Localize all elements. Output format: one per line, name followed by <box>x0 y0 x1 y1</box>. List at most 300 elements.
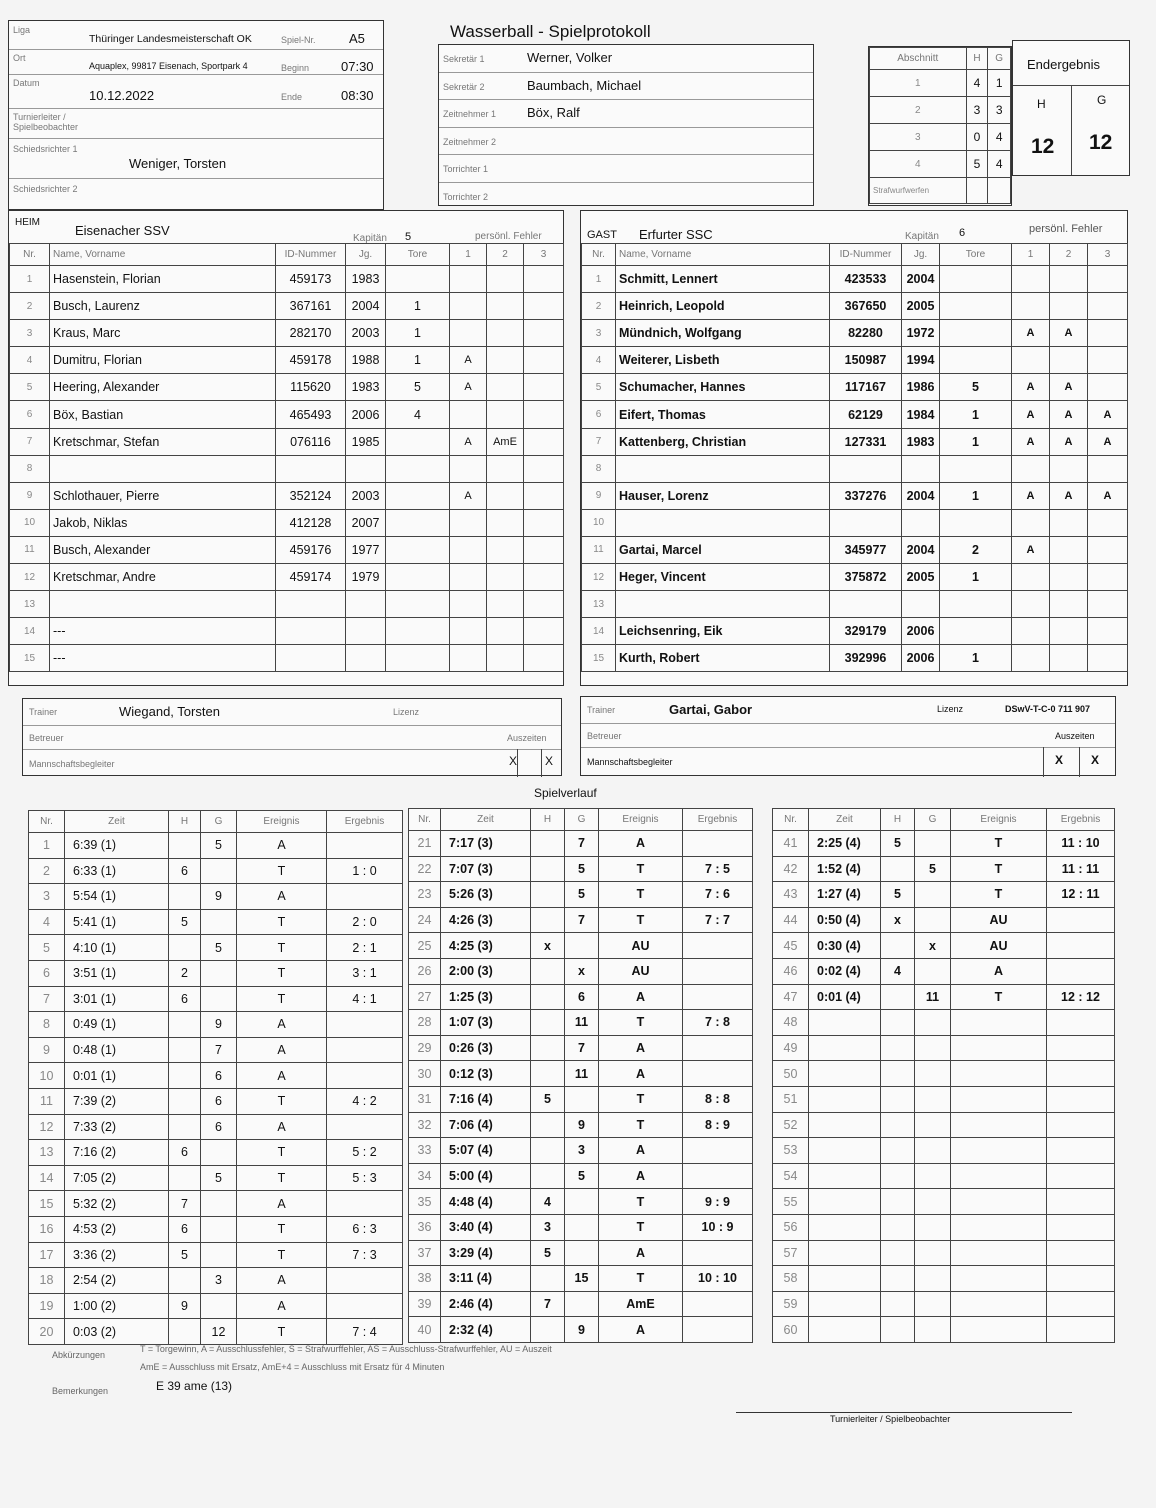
event-row <box>409 1035 753 1061</box>
event-time: 3:29 (4) <box>441 1240 531 1266</box>
event-time <box>809 1138 881 1164</box>
event-type: A <box>237 833 327 859</box>
event-score <box>683 933 753 959</box>
player-goals <box>386 564 450 591</box>
player-foul-3: A <box>1088 428 1128 455</box>
player-foul-3 <box>1088 455 1128 482</box>
event-time: 2:54 (2) <box>65 1268 169 1294</box>
player-foul-3 <box>1088 320 1128 347</box>
event-type: A <box>599 1035 683 1061</box>
home-player-row <box>10 455 564 482</box>
event-row <box>409 1240 753 1266</box>
home-player-row <box>10 374 564 401</box>
event-home-player <box>169 935 201 961</box>
event-guest-player: 5 <box>201 833 237 859</box>
guest-team-name: Erfurter SSC <box>639 227 713 242</box>
event-number: 43 <box>773 882 809 908</box>
event-row <box>29 1191 403 1217</box>
event-time: 4:10 (1) <box>65 935 169 961</box>
event-row <box>29 1319 403 1345</box>
event-home-player: 5 <box>531 1240 565 1266</box>
player-foul-1 <box>450 536 487 563</box>
event-score <box>1047 1138 1115 1164</box>
guest-player-row <box>582 591 1128 618</box>
period-header: Abschnitt <box>870 48 967 70</box>
sr1-value: Weniger, Torsten <box>129 156 227 171</box>
final-label: Endergebnis <box>1027 57 1100 72</box>
event-home-player: x <box>881 907 915 933</box>
player-goals: 1 <box>940 482 1012 509</box>
event-home-player <box>169 1319 201 1345</box>
player-name: Heger, Vincent <box>616 564 830 591</box>
event-row <box>773 1266 1115 1292</box>
player-id: 459174 <box>276 564 346 591</box>
player-foul-2 <box>487 293 524 320</box>
home-auszeiten-label: Auszeiten <box>507 733 547 743</box>
event-guest-player: 11 <box>915 984 951 1010</box>
home-player-row <box>10 320 564 347</box>
event-number: 42 <box>773 856 809 882</box>
home-player-row <box>10 509 564 536</box>
event-time <box>809 1112 881 1138</box>
event-home-player: 4 <box>881 958 915 984</box>
event-time: 5:07 (4) <box>441 1138 531 1164</box>
player-foul-3 <box>524 347 564 374</box>
guest-roster-header: Name, Vorname <box>616 244 830 266</box>
event-time <box>809 1035 881 1061</box>
player-year: 2003 <box>346 482 386 509</box>
player-number: 9 <box>10 482 50 509</box>
event-home-player <box>881 1266 915 1292</box>
event-time: 6:39 (1) <box>65 833 169 859</box>
player-year: 2006 <box>902 618 940 645</box>
event-type: T <box>237 960 327 986</box>
player-number: 5 <box>582 374 616 401</box>
player-number: 15 <box>582 645 616 672</box>
event-guest-player <box>915 1086 951 1112</box>
player-number: 10 <box>582 509 616 536</box>
guest-captain: 6 <box>959 227 966 239</box>
player-year: 1994 <box>902 347 940 374</box>
player-year <box>346 645 386 672</box>
event-home-player <box>881 1189 915 1215</box>
player-foul-2 <box>1050 618 1088 645</box>
player-number: 6 <box>582 401 616 428</box>
player-goals <box>386 536 450 563</box>
event-score <box>1047 1035 1115 1061</box>
event-row <box>773 1163 1115 1189</box>
event-time <box>809 1214 881 1240</box>
player-name: Kretschmar, Andre <box>50 564 276 591</box>
player-foul-2 <box>1050 455 1088 482</box>
event-number: 34 <box>409 1163 441 1189</box>
player-foul-3 <box>1088 293 1128 320</box>
event-home-player: 6 <box>169 986 201 1012</box>
player-number: 6 <box>10 401 50 428</box>
event-number: 28 <box>409 1010 441 1036</box>
event-guest-player: 9 <box>201 1012 237 1038</box>
event-guest-player <box>915 1189 951 1215</box>
event-home-player <box>881 984 915 1010</box>
event-time: 7:17 (3) <box>441 831 531 857</box>
event-type: A <box>599 1317 683 1343</box>
player-number: 13 <box>582 591 616 618</box>
event-time: 3:51 (1) <box>65 960 169 986</box>
player-id: 329179 <box>830 618 902 645</box>
event-number: 7 <box>29 986 65 1012</box>
guest-roster-header: Tore <box>940 244 1012 266</box>
event-home-player <box>169 1037 201 1063</box>
player-id: 412128 <box>276 509 346 536</box>
player-foul-2 <box>487 266 524 293</box>
event-number: 22 <box>409 856 441 882</box>
event-score: 12 : 11 <box>1047 882 1115 908</box>
match-meta-box <box>8 20 384 210</box>
home-player-row <box>10 482 564 509</box>
player-foul-2 <box>487 347 524 374</box>
player-name: Eifert, Thomas <box>616 401 830 428</box>
event-type: A <box>237 1114 327 1140</box>
event-guest-player <box>915 907 951 933</box>
player-number: 12 <box>582 564 616 591</box>
player-id: 367161 <box>276 293 346 320</box>
event-score <box>1047 1163 1115 1189</box>
event-guest-player: 7 <box>565 1035 599 1061</box>
event-row <box>29 1088 403 1114</box>
home-trainer: Wiegand, Torsten <box>119 704 220 719</box>
event-row <box>773 1112 1115 1138</box>
event-guest-player: 6 <box>201 1114 237 1140</box>
player-foul-3 <box>524 591 564 618</box>
event-row <box>409 958 753 984</box>
event-guest-player <box>915 1240 951 1266</box>
event-type <box>951 1061 1047 1087</box>
events-header: Ergebnis <box>327 811 403 833</box>
player-goals <box>386 591 450 618</box>
final-home-score: 12 <box>1031 135 1055 158</box>
event-score <box>683 1061 753 1087</box>
event-number: 48 <box>773 1010 809 1036</box>
event-row <box>29 1165 403 1191</box>
home-captain: 5 <box>405 231 412 243</box>
event-number: 59 <box>773 1291 809 1317</box>
event-number: 9 <box>29 1037 65 1063</box>
guest-fouls-label: persönl. Fehler <box>1029 223 1103 235</box>
event-row <box>29 1268 403 1294</box>
event-type: A <box>599 1138 683 1164</box>
event-type <box>951 1112 1047 1138</box>
event-type: A <box>599 1240 683 1266</box>
event-score <box>327 833 403 859</box>
event-row <box>773 1189 1115 1215</box>
player-goals: 1 <box>940 401 1012 428</box>
player-foul-3: A <box>1088 482 1128 509</box>
player-id: 465493 <box>276 401 346 428</box>
guest-begleiter-label: Mannschaftsbegleiter <box>587 757 673 767</box>
event-row <box>773 1138 1115 1164</box>
player-foul-2 <box>1050 509 1088 536</box>
player-foul-1 <box>450 401 487 428</box>
event-guest-player <box>201 1293 237 1319</box>
event-type <box>951 1010 1047 1036</box>
event-number: 18 <box>29 1268 65 1294</box>
event-number: 11 <box>29 1088 65 1114</box>
player-goals: 1 <box>940 428 1012 455</box>
player-name: Kattenberg, Christian <box>616 428 830 455</box>
event-time: 7:33 (2) <box>65 1114 169 1140</box>
event-row <box>409 984 753 1010</box>
period-guest-goals: 4 <box>988 151 1011 178</box>
player-goals: 1 <box>940 645 1012 672</box>
event-row <box>29 1063 403 1089</box>
player-id <box>830 591 902 618</box>
event-number: 55 <box>773 1189 809 1215</box>
event-row <box>29 935 403 961</box>
event-time <box>809 1010 881 1036</box>
player-name: Heinrich, Leopold <box>616 293 830 320</box>
event-type <box>951 1317 1047 1343</box>
signature-label: Turnierleiter / Spielbeobachter <box>830 1414 951 1424</box>
event-time: 0:48 (1) <box>65 1037 169 1063</box>
player-year: 2006 <box>346 401 386 428</box>
event-time: 5:26 (3) <box>441 882 531 908</box>
event-type: A <box>599 831 683 857</box>
player-year <box>902 591 940 618</box>
player-foul-1 <box>1012 645 1050 672</box>
event-home-player: 6 <box>169 1140 201 1166</box>
player-name: Heering, Alexander <box>50 374 276 401</box>
guest-betreuer-label: Betreuer <box>587 731 622 741</box>
player-foul-1 <box>450 564 487 591</box>
player-number: 1 <box>10 266 50 293</box>
period-guest-goals: 1 <box>988 70 1011 97</box>
home-roster-table <box>9 243 564 672</box>
event-guest-player: 11 <box>565 1010 599 1036</box>
player-number: 12 <box>10 564 50 591</box>
event-time: 0:50 (4) <box>809 907 881 933</box>
player-foul-2: A <box>1050 482 1088 509</box>
player-number: 7 <box>10 428 50 455</box>
event-type: T <box>599 1214 683 1240</box>
player-name: Hasenstein, Florian <box>50 266 276 293</box>
player-foul-3 <box>524 293 564 320</box>
event-home-player: 5 <box>169 1242 201 1268</box>
event-score <box>683 958 753 984</box>
event-type <box>951 1163 1047 1189</box>
home-player-row <box>10 347 564 374</box>
player-goals: 1 <box>386 293 450 320</box>
event-score <box>1047 1317 1115 1343</box>
home-player-row <box>10 266 564 293</box>
player-foul-1: A <box>450 347 487 374</box>
official-name: Böx, Ralf <box>527 105 580 120</box>
event-guest-player: 5 <box>565 882 599 908</box>
event-type: T <box>599 856 683 882</box>
event-guest-player <box>201 1191 237 1217</box>
player-goals <box>940 293 1012 320</box>
event-score <box>327 1114 403 1140</box>
player-id <box>276 618 346 645</box>
guest-roster-header: ID-Nummer <box>830 244 902 266</box>
event-type: T <box>951 882 1047 908</box>
player-foul-2 <box>487 509 524 536</box>
event-guest-player: 3 <box>565 1138 599 1164</box>
event-time: 0:03 (2) <box>65 1319 169 1345</box>
event-score: 8 : 8 <box>683 1086 753 1112</box>
event-home-player <box>169 1063 201 1089</box>
player-year <box>902 455 940 482</box>
guest-player-row <box>582 320 1128 347</box>
event-row <box>409 1291 753 1317</box>
event-number: 46 <box>773 958 809 984</box>
guest-lizenz-label: Lizenz <box>937 704 964 714</box>
player-foul-1 <box>1012 266 1050 293</box>
event-type: AU <box>951 933 1047 959</box>
period-row <box>870 97 1011 124</box>
player-year <box>346 455 386 482</box>
guest-roster-header: Jg. <box>902 244 940 266</box>
event-row <box>409 1010 753 1036</box>
event-guest-player <box>565 1086 599 1112</box>
event-number: 29 <box>409 1035 441 1061</box>
event-number: 31 <box>409 1086 441 1112</box>
event-home-player <box>531 1138 565 1164</box>
player-year <box>346 591 386 618</box>
event-guest-player: 12 <box>201 1319 237 1345</box>
event-guest-player <box>565 1189 599 1215</box>
event-home-player <box>881 933 915 959</box>
event-type: T <box>951 856 1047 882</box>
event-number: 3 <box>29 884 65 910</box>
guest-player-row <box>582 618 1128 645</box>
event-type: AU <box>951 907 1047 933</box>
datum-label: Datum <box>13 78 40 88</box>
event-time <box>809 1240 881 1266</box>
home-side-label: HEIM <box>15 217 40 228</box>
event-score <box>683 1163 753 1189</box>
player-foul-1: A <box>1012 401 1050 428</box>
official-row <box>439 45 813 73</box>
player-foul-2: AmE <box>487 428 524 455</box>
event-type: T <box>237 935 327 961</box>
event-guest-player <box>201 1140 237 1166</box>
player-name: --- <box>50 645 276 672</box>
player-name <box>616 455 830 482</box>
official-label: Torrichter 1 <box>443 164 489 174</box>
event-score <box>1047 1086 1115 1112</box>
periods-box <box>868 46 1012 206</box>
player-number: 8 <box>10 455 50 482</box>
player-name: --- <box>50 618 276 645</box>
event-score <box>327 1012 403 1038</box>
player-goals: 2 <box>940 536 1012 563</box>
event-home-player <box>881 1010 915 1036</box>
guest-player-row <box>582 645 1128 672</box>
event-row <box>773 1086 1115 1112</box>
event-row <box>409 1061 753 1087</box>
event-time <box>809 1266 881 1292</box>
player-id: 82280 <box>830 320 902 347</box>
event-number: 1 <box>29 833 65 859</box>
player-foul-2 <box>487 401 524 428</box>
event-score <box>683 1291 753 1317</box>
event-score <box>1047 933 1115 959</box>
guest-trainer: Gartai, Gabor <box>669 702 753 717</box>
event-row <box>29 1114 403 1140</box>
player-name: Weiterer, Lisbeth <box>616 347 830 374</box>
final-score-box <box>1012 40 1130 176</box>
event-guest-player: 7 <box>201 1037 237 1063</box>
player-foul-3: A <box>1088 401 1128 428</box>
event-guest-player: 15 <box>565 1266 599 1292</box>
player-foul-3 <box>524 564 564 591</box>
event-row <box>773 1317 1115 1343</box>
sr2-label: Schiedsrichter 2 <box>13 184 78 194</box>
event-guest-player <box>915 1214 951 1240</box>
player-foul-2 <box>1050 293 1088 320</box>
player-year: 2004 <box>902 266 940 293</box>
home-fouls-label: persönl. Fehler <box>475 231 542 242</box>
home-team-box <box>8 210 564 686</box>
event-type: A <box>237 1037 327 1063</box>
event-score: 6 : 3 <box>327 1216 403 1242</box>
event-guest-player: 5 <box>565 856 599 882</box>
player-goals <box>940 618 1012 645</box>
event-guest-player <box>565 1240 599 1266</box>
event-type: T <box>599 882 683 908</box>
event-time: 2:46 (4) <box>441 1291 531 1317</box>
event-number: 25 <box>409 933 441 959</box>
event-score <box>1047 1061 1115 1087</box>
event-number: 17 <box>29 1242 65 1268</box>
event-number: 4 <box>29 909 65 935</box>
event-time: 1:27 (4) <box>809 882 881 908</box>
event-type <box>951 1035 1047 1061</box>
events-header: Ereignis <box>237 811 327 833</box>
player-foul-1: A <box>1012 428 1050 455</box>
player-year <box>346 618 386 645</box>
official-row <box>439 73 813 101</box>
player-foul-1 <box>450 266 487 293</box>
events-header: H <box>881 809 915 831</box>
home-roster-header: Nr. <box>10 244 50 266</box>
event-number: 20 <box>29 1319 65 1345</box>
home-trainer-label: Trainer <box>29 707 58 717</box>
event-guest-player <box>201 1242 237 1268</box>
event-time: 0:12 (3) <box>441 1061 531 1087</box>
home-player-row <box>10 536 564 563</box>
player-goals: 4 <box>386 401 450 428</box>
beginn-label: Beginn <box>281 63 310 73</box>
event-row <box>29 1037 403 1063</box>
event-row <box>29 960 403 986</box>
periods-table <box>869 47 1011 204</box>
event-home-player: 6 <box>169 858 201 884</box>
event-home-player: x <box>531 933 565 959</box>
player-foul-3 <box>1088 347 1128 374</box>
ort-label: Ort <box>13 53 26 63</box>
events-header: Ergebnis <box>1047 809 1115 831</box>
official-row <box>439 155 813 183</box>
event-home-player: 9 <box>169 1293 201 1319</box>
event-score: 4 : 1 <box>327 986 403 1012</box>
player-id: 375872 <box>830 564 902 591</box>
event-row <box>29 909 403 935</box>
event-home-player: 5 <box>881 882 915 908</box>
event-score <box>327 1293 403 1319</box>
player-goals <box>386 482 450 509</box>
event-home-player <box>881 1163 915 1189</box>
